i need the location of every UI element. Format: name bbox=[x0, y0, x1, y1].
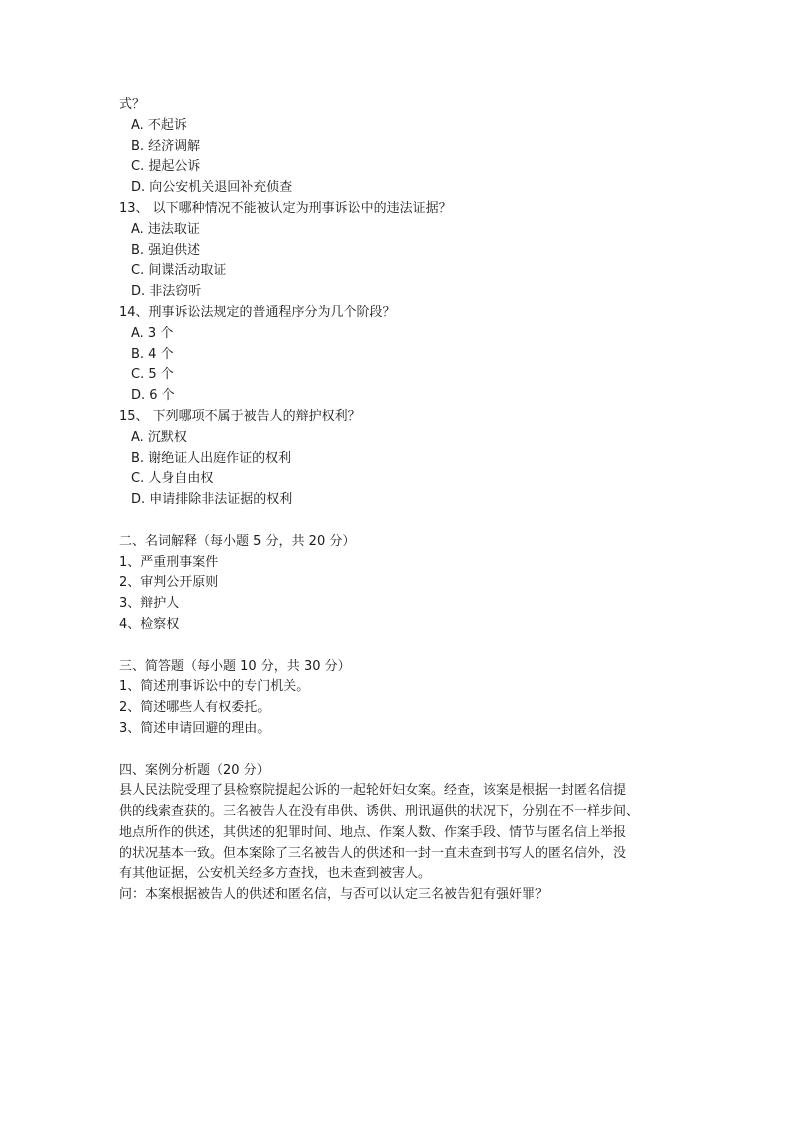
section-spacer bbox=[119, 511, 679, 532]
exam-content bbox=[119, 95, 679, 906]
q12-option-a: A. 不起诉 bbox=[131, 117, 187, 133]
section2-item-1: 1、严重刑事案件 bbox=[119, 554, 219, 570]
section3-item-3: 3、简述申请回避的理由。 bbox=[119, 720, 271, 736]
q14-option-b: B. 4 个 bbox=[131, 346, 174, 362]
q13-option-c: C. 间谍活动取证 bbox=[131, 263, 227, 279]
q12-option-d: D. 向公安机关退回补充侦查 bbox=[131, 180, 293, 196]
case-question: 问：本案根据被告人的供述和匿名信，与否可以认定三名被告犯有强奸罪？ bbox=[119, 887, 549, 903]
section3-item-2: 2、简述哪些人有权委托。 bbox=[119, 700, 271, 716]
q13-option-d: D. 非法窃听 bbox=[131, 284, 202, 300]
case-line-4: 的状况基本一致。但本案除了三名被告人的供述和一封一直未查到书写人的匿名信外，没 bbox=[119, 845, 627, 861]
q15-option-a: A. 沉默权 bbox=[131, 429, 187, 445]
section2-item-4: 4、检察权 bbox=[119, 616, 180, 632]
case-line-2: 供的线索查获的。三名被告人在没有串供、诱供、刑讯逼供的状况下，分别在不一样步间、 bbox=[119, 804, 640, 820]
q12-option-c: C. 提起公诉 bbox=[131, 159, 201, 175]
q14-stem: 14、刑事诉讼法规定的普通程序分为几个阶段？ bbox=[119, 304, 396, 320]
section3-item-1: 1、简述刑事诉讼中的专门机关。 bbox=[119, 679, 310, 695]
section-spacer bbox=[119, 740, 679, 761]
q14-option-c: C. 5 个 bbox=[131, 367, 174, 383]
q15-option-c: C. 人身自由权 bbox=[131, 471, 214, 487]
q12-option-b: B. 经济调解 bbox=[131, 138, 201, 154]
q13-stem: 13、 以下哪种情况不能被认定为刑事诉讼中的违法证据？ bbox=[119, 200, 452, 216]
section-spacer bbox=[119, 636, 679, 657]
question-fragment: 式？ bbox=[119, 97, 146, 112]
case-line-3: 地点所作的供述，其供述的犯罪时间、地点、作案人数、作案手段、情节与匿名信上举报 bbox=[119, 824, 627, 840]
section2-item-3: 3、辩护人 bbox=[119, 596, 180, 612]
q15-option-d: D. 申请排除非法证据的权利 bbox=[131, 492, 293, 508]
section2-heading: 二、名词解释（每小题 5 分，共 20 分） bbox=[119, 533, 356, 549]
q15-stem: 15、 下列哪项不属于被告人的辩护权利？ bbox=[119, 408, 361, 424]
q15-option-b: B. 谢绝证人出庭作证的权利 bbox=[131, 450, 292, 466]
q14-option-a: A. 3 个 bbox=[131, 325, 174, 341]
case-line-1: 县人民法院受理了县检察院提起公诉的一起轮奸妇女案。经查，该案是根据一封匿名信提 bbox=[119, 783, 627, 799]
section4-heading: 四、案例分析题（20 分） bbox=[119, 762, 270, 778]
section2-item-2: 2、审判公开原则 bbox=[119, 575, 219, 591]
q13-option-a: A. 违法取证 bbox=[131, 221, 200, 237]
q14-option-d: D. 6 个 bbox=[131, 388, 175, 404]
section3-heading: 三、简答题（每小题 10 分，共 30 分） bbox=[119, 658, 351, 674]
q13-option-b: B. 强迫供述 bbox=[131, 242, 201, 258]
case-line-5: 有其他证据，公安机关经多方查找，也未查到被害人。 bbox=[119, 866, 432, 882]
